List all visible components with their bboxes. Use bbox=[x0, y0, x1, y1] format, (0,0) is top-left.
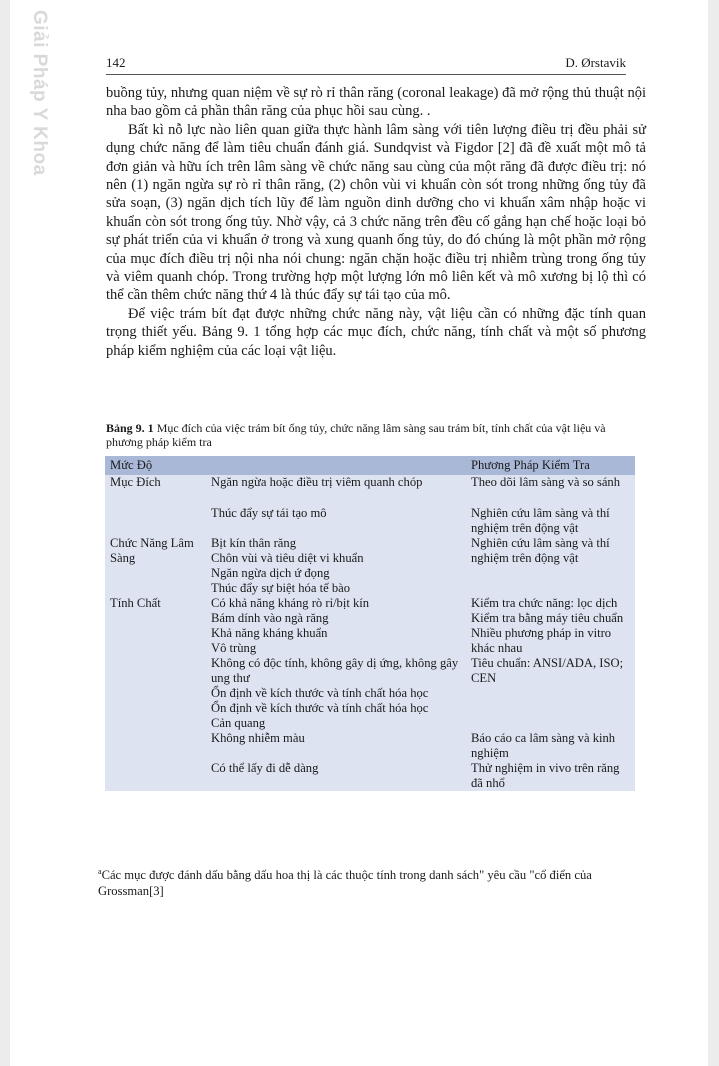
table-row bbox=[105, 475, 635, 506]
item-cell: Thúc đẩy sự biệt hóa tế bào bbox=[206, 581, 466, 596]
paragraph: Để việc trám bít đạt được những chức năng này, vật liệu cần có những đặc tính quan trọng thiết yếu. Bảng 9. 1 tổng hợp các mục đích, chức năng, tính chất và một số phương pháp kiểm nghiệm của các loại vật liệu. bbox=[106, 305, 646, 359]
level-cell: Chức Năng Lâm Sàng bbox=[105, 536, 206, 596]
method-cell: Tiêu chuẩn: ANSI/ADA, ISO; CEN bbox=[466, 656, 635, 731]
method-cell: Theo dõi lâm sàng và so sánh bbox=[466, 475, 635, 506]
watermark: Giải Pháp Y Khoa bbox=[29, 10, 50, 176]
item-cell: Cản quang bbox=[206, 716, 466, 731]
item-cell: Vô trùng bbox=[206, 641, 466, 656]
header-divider bbox=[106, 74, 626, 75]
item-cell: Ngăn ngừa dịch ứ đọng bbox=[206, 566, 466, 581]
method-cell: Nghiên cứu lâm sàng và thí nghiệm trên động vật bbox=[466, 536, 635, 596]
item-cell: Không nhiễm màu bbox=[206, 731, 466, 761]
document-page bbox=[10, 0, 708, 1066]
table-body bbox=[105, 475, 635, 791]
item-cell: Ngăn ngừa hoặc điều trị viêm quanh chóp bbox=[206, 475, 466, 506]
level-cell: Tính Chất bbox=[105, 596, 206, 791]
level-cell: Mục Đích bbox=[105, 475, 206, 536]
footnote-text: Các mục được đánh dấu bằng dấu hoa thị là các thuộc tính trong danh sách" yêu cầu "cổ điển của Grossman[3] bbox=[98, 868, 592, 899]
paragraph: Bất kì nỗ lực nào liên quan giữa thực hành lâm sàng với tiên lượng điều trị đều phải sử dụng chức năng để làm tiêu chuẩn đánh giá. Sundqvist và Figdor [2] đã đề xuất một mô tả đơn giản và hữu ích trên lâm sàng về chức năng sau cùng của một răng đã được điều trị: nó nên (1) ngăn ngừa sự rò rỉ thân răng, (2) chôn vùi vi khuẩn còn sót trong những ống tủy đã sửa soạn, (3) ngăn dịch tích lũy để làm nguồn dinh dưỡng cho vi khuẩn xâm nhập hoặc vi khuẩn còn sót trong ống tủy. Nhờ vậy, cả 3 chức năng trên đều cố gắng hạn chế hoặc loại bỏ sự phát triển của vi khuẩn ở trong và xung quanh ống tủy, do đó chúng là một phần mở rộng của mục đích điều trị nội nha nói chung: ngăn chặn hoặc điều trị nhiễm trùng trong ống tủy và viêm quanh chóp. Trong trường hợp một lượng lớn mô liên kết và mô xương bị lộ thì có thể cần thêm chức năng thứ 4 là thúc đẩy sự tái tạo của mô. bbox=[106, 121, 646, 304]
method-cell: Kiểm tra bằng máy tiêu chuẩn bbox=[466, 611, 635, 626]
page-number: 142 bbox=[106, 55, 126, 70]
item-cell: Có khả năng kháng rò rỉ/bịt kín bbox=[206, 596, 466, 611]
item-cell: Ổn định về kích thước và tính chất hóa học bbox=[206, 686, 466, 701]
item-cell: Có thể lấy đi dễ dàng bbox=[206, 761, 466, 791]
item-cell: Chôn vùi và tiêu diệt vi khuẩn bbox=[206, 551, 466, 566]
item-cell: Bịt kín thân răng bbox=[206, 536, 466, 551]
method-cell: Nghiên cứu lâm sàng và thí nghiệm trên động vật bbox=[466, 506, 635, 536]
table-header-row bbox=[105, 456, 635, 475]
footnote-marker: a bbox=[98, 867, 102, 876]
table-row bbox=[105, 596, 635, 611]
method-cell: Báo cáo ca lâm sàng và kinh nghiệm bbox=[466, 731, 635, 761]
item-cell: Ổn định về kích thước và tính chất hóa học bbox=[206, 701, 466, 716]
table-caption-label: Bảng 9. 1 bbox=[106, 421, 154, 435]
data-table bbox=[105, 456, 635, 791]
running-header bbox=[106, 55, 626, 71]
table-header-cell bbox=[206, 456, 466, 475]
author-name: D. Ørstavik bbox=[565, 55, 626, 70]
item-cell: Không có độc tính, không gây dị ứng, không gây ung thư bbox=[206, 656, 466, 686]
item-cell: Bám dính vào ngà răng bbox=[206, 611, 466, 626]
table-header-cell: Mức Độ bbox=[105, 456, 206, 475]
body-text bbox=[106, 84, 646, 360]
table-header-cell: Phương Pháp Kiểm Tra bbox=[466, 456, 635, 475]
paragraph: buồng tủy, nhưng quan niệm về sự rò rỉ thân răng (coronal leakage) đã mở rộng thủ thuật nội nha bao gồm cả phần thân răng của phục hồi sau cùng. . bbox=[106, 85, 646, 120]
item-cell: Khả năng kháng khuẩn bbox=[206, 626, 466, 641]
item-cell: Thúc đẩy sự tái tạo mô bbox=[206, 506, 466, 536]
method-cell: Nhiều phương pháp in vitro khác nhau bbox=[466, 626, 635, 656]
method-cell: Thử nghiệm in vivo trên răng đã nhổ bbox=[466, 761, 635, 791]
table-caption bbox=[106, 421, 636, 449]
method-cell: Kiểm tra chức năng: lọc dịch bbox=[466, 596, 635, 611]
table-caption-text: Mục đích của việc trám bít ống tủy, chức năng lâm sàng sau trám bít, tính chất của vật liệu và phương pháp kiểm tra bbox=[106, 421, 606, 449]
table-row bbox=[105, 536, 635, 551]
footnote bbox=[98, 864, 658, 899]
